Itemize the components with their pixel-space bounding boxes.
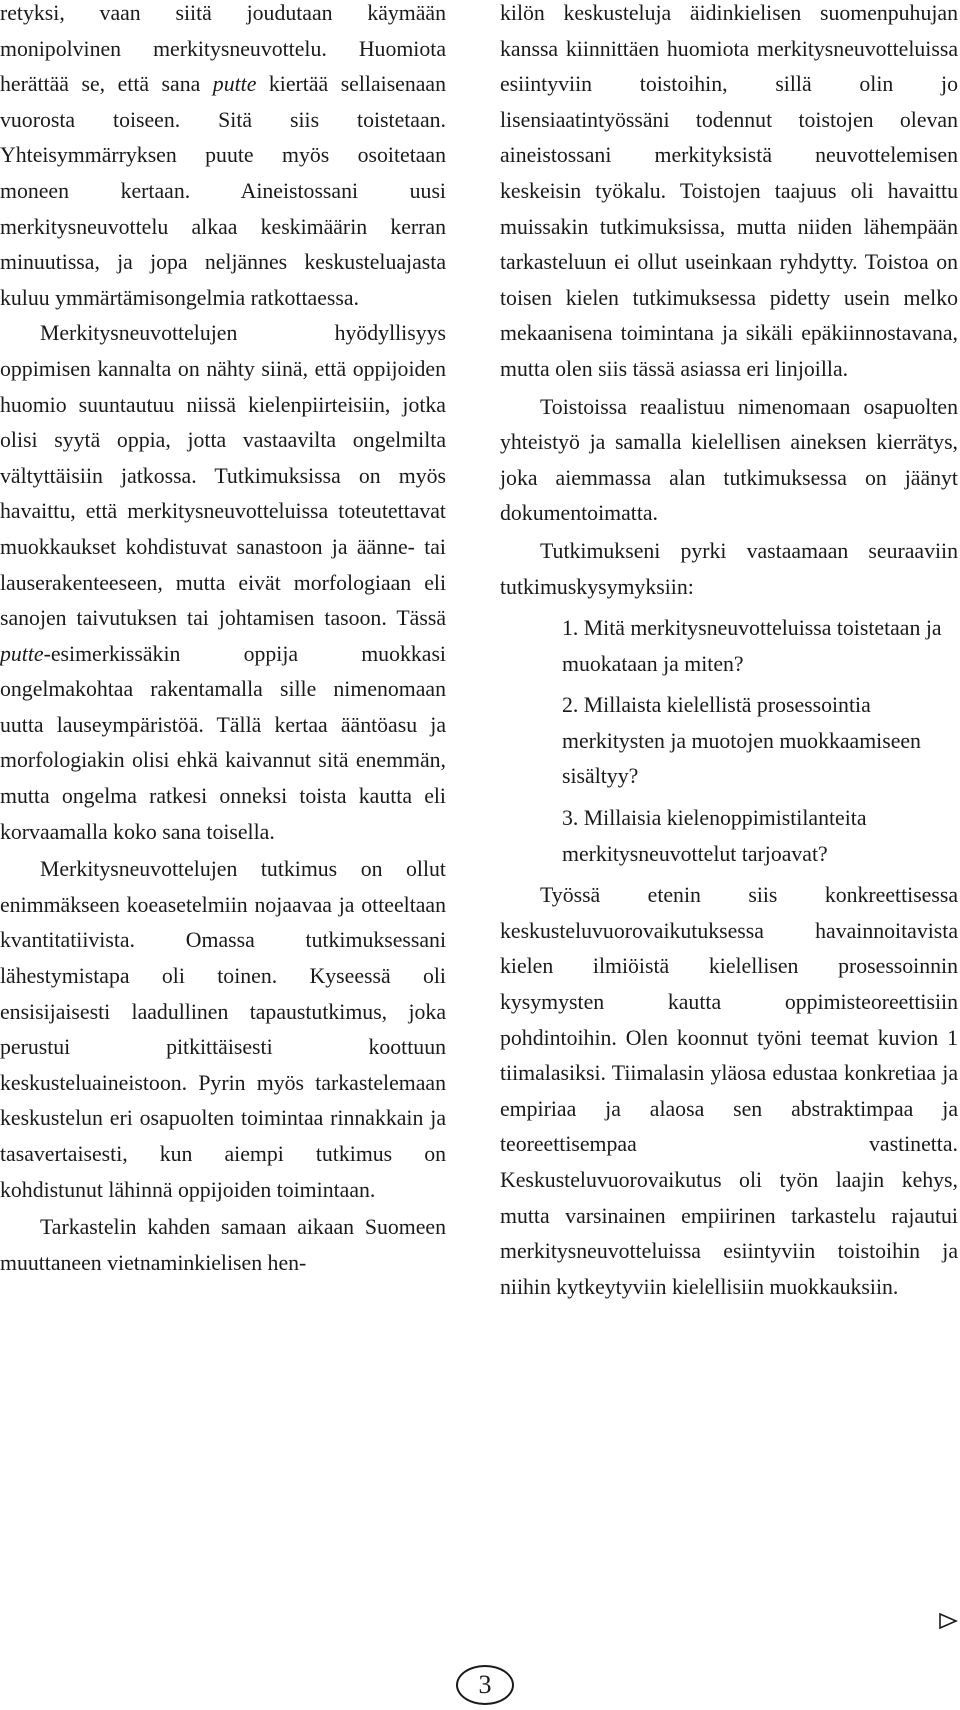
right-column (500, 0, 958, 1305)
paragraph (0, 316, 446, 850)
left-column (0, 0, 446, 1281)
text-run: kiertää sellaisenaan vuorosta toiseen. Sitä siis toistetaan. Yhteisymmärryksen puute myös osoitetaan moneen kertaan. Aineistossani uusi merkitysneuvottelu alkaa keskimäärin kerran minuutissa, ja jopa neljännes keskusteluajasta kuluu ymmärtämisongelmia ratkottaessa. (0, 72, 446, 310)
text-run: retyksi, vaan siitä joudutaan käymään monipolvinen merkitysneuvottelu. Huomiota herättää se, että sana (0, 1, 446, 97)
paragraph: Tutkimukseni pyrki vastaamaan seuraaviin tutkimuskysymyksiin: (500, 538, 958, 599)
paragraph: Työssä etenin siis konkreettisessa keskusteluvuorovaikutuksessa havainnoitavista kielen ilmiöistä kielellisen prosessoinnin kysymysten kautta oppimisteoreettisiin pohdintoihin. Olen koonnut työni teemat kuvion 1 tiimalasiksi. Tiimalasin yläosa edustaa konkretiaa ja empiriaa ja alaosa sen abstraktimpaa ja teoreettisempaa vastinetta. Keskusteluvuorovaikutus oli työn laajin kehys, mutta varsinainen empiirinen tarkastelu rajautui merkitysneuvotteluissa esiintyviin toistoihin ja niihin kytkeytyviin kielellisiin muokkauksiin. (500, 883, 958, 1299)
list-item: 2. Millaista kielellistä prosessointia merkitysten ja muotojen muokkaamiseen sisältyy? (562, 693, 921, 789)
triangle-right-icon[interactable] (938, 1611, 958, 1631)
paragraph: Merkitysneuvottelujen tutkimus on ollut enimmäkseen koeasetelmiin nojaavaa ja otteeltaan kvantitatiivista. Omassa tutkimuksessani lähestymistapa oli toinen. Kyseessä oli ensisijaisesti laadullinen tapaustutkimus, joka perustui pitkittäisesti koottuun keskusteluaineistoon. Pyrin myös tarkastelemaan keskustelun eri osapuolten toimintaa rinnakkain ja tasavertaisesti, kun aiempi tutkimus on kohdistunut lähinnä oppijoiden toimintaan. (0, 857, 446, 1202)
text-run: Merkitysneuvottelujen hyödyllisyys oppimisen kannalta on nähty siinä, että oppijoiden huomio suuntautuu niissä kielenpiirteisiin, jotka olisi syytä oppia, jotta vastaavilta ongelmilta vältyttäisiin jatkossa. Tutkimuksissa on myös havaittu, että merkitysneuvotteluissa toteutettavat muokkaukset kohdistuvat sanastoon ja äänne- tai lauserakenteeseen, mutta eivät morfologiaan eli sanojen taivutuksen tai johtamisen tasoon. Tässä (0, 321, 446, 631)
research-questions-list (500, 611, 958, 872)
emphasis: putte (0, 641, 44, 666)
list-item: 3. Millaisia kielenoppimistilanteita merkitysneuvottelut tarjoavat? (562, 806, 867, 866)
page-number: 3 (456, 1665, 514, 1705)
text-run: -esimerkissäkin oppija muokkasi ongelmakohtaa rakentamalla sille nimenomaan uutta lauseympäristöä. Tällä kertaa ääntöasu ja morfologiakin olisi ehkä kaivannut sitä enemmän, mutta ongelma ratkesi onneksi toista kautta eli korvaamalla koko sana toisella. (0, 641, 446, 844)
list-item: 1. Mitä merkitysneuvotteluissa toistetaan ja muokataan ja miten? (562, 616, 942, 676)
paragraph (0, 0, 446, 316)
paragraph: kilön keskusteluja äidinkielisen suomenpuhujan kanssa kiinnittäen huomiota merkitysneuvotteluissa esiintyviin toistoihin, sillä olin jo lisensiaatintyössäni todennut toistojen olevan aineistossani merkityksistä neuvottelemisen keskeisin työkalu. Toistojen taajuus oli havaittu muissakin tutkimuksissa, mutta niiden lähempään tarkasteluun ei ollut useinkaan ryhdytty. Toistoa on toisen kielen tutkimuksessa pidetty usein melko mekaanisena toimintana ja sikäli epäkiinnostavana, mutta olen siis tässä asiassa eri linjoilla. (500, 1, 958, 381)
emphasis: putte (212, 72, 257, 97)
paragraph: Tarkastelin kahden samaan aikaan Suomeen muuttaneen vietnaminkielisen hen- (0, 1215, 446, 1275)
paragraph: Toistoissa reaalistuu nimenomaan osapuolten yhteistyö ja samalla kielellisen aineksen kierrätys, joka aiemmassa alan tutkimuksessa on jäänyt dokumentoimatta. (500, 394, 958, 526)
